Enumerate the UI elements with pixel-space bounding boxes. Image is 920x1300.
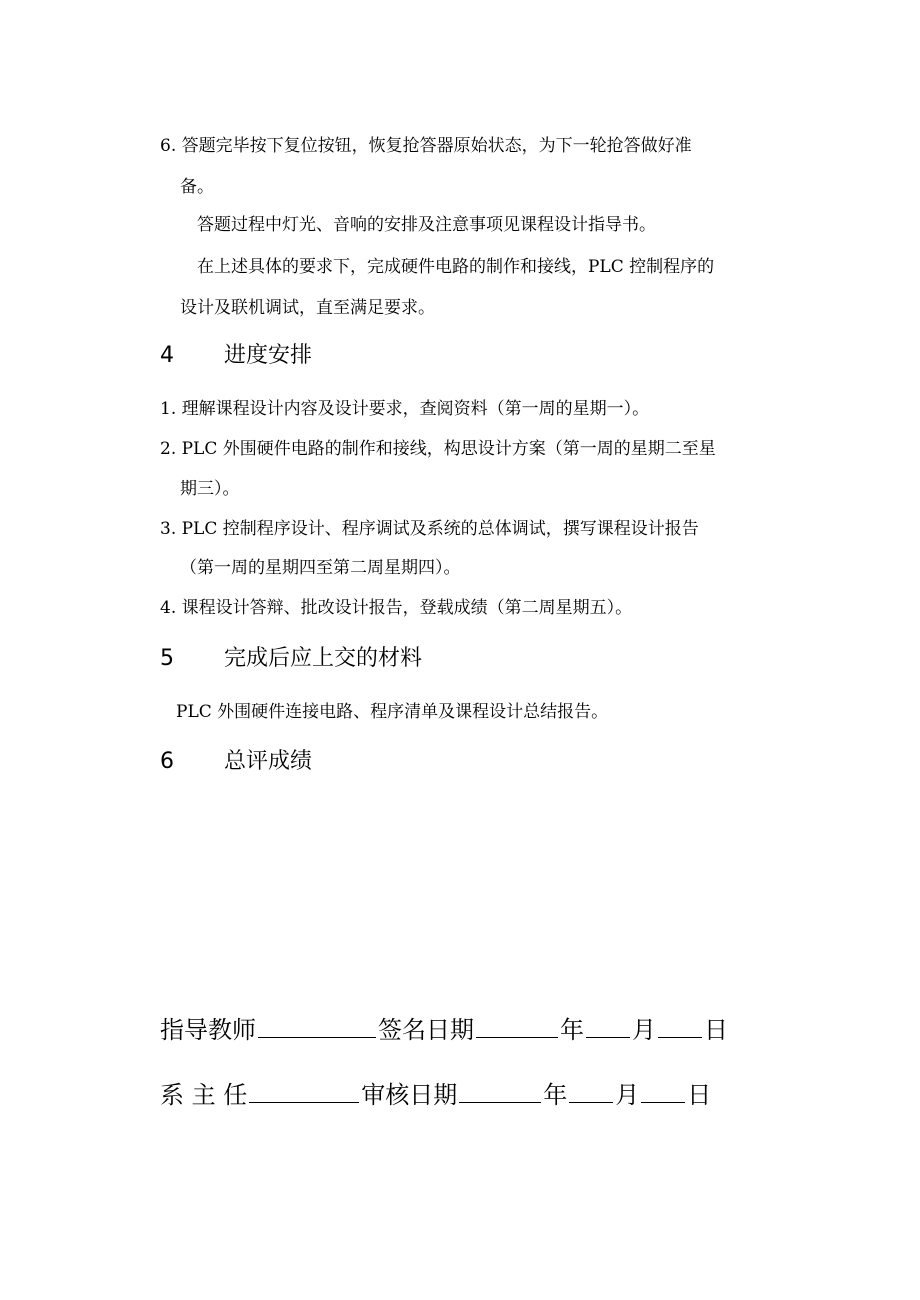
sign-date-label: 签名日期 <box>378 1016 474 1044</box>
review-month-blank[interactable] <box>569 1080 613 1103</box>
instructor-label: 指导教师 <box>160 1016 256 1044</box>
section-heading-deliverables <box>160 644 422 674</box>
schedule-item-1: 1. 理解课程设计内容及设计要求，查阅资料（第一周的星期一）。 <box>160 399 650 419</box>
year-label: 年 <box>560 1016 584 1044</box>
month-label: 月 <box>615 1081 640 1109</box>
schedule-item-2-line2: 期三）。 <box>180 479 240 499</box>
section-number: 5 <box>160 646 174 671</box>
section-title: 完成后应上交的材料 <box>224 646 423 671</box>
schedule-item-3-line1: 3. PLC 控制程序设计、程序调试及系统的总体调试，撰写课程设计报告 <box>160 519 699 539</box>
review-year-blank[interactable] <box>459 1080 541 1103</box>
department-head-label: 系 主 任 <box>160 1081 248 1109</box>
schedule-item-2-line1: 2. PLC 外围硬件电路的制作和接线，构思设计方案（第一周的星期二至星 <box>160 439 716 459</box>
section-title: 进度安排 <box>224 343 313 368</box>
item6-line2: 备。 <box>180 177 214 197</box>
deliverables-text: PLC 外围硬件连接电路、程序清单及课程设计总结报告。 <box>176 702 609 722</box>
sign-month-blank[interactable] <box>586 1015 630 1038</box>
sign-year-blank[interactable] <box>476 1015 558 1038</box>
sign-day-blank[interactable] <box>658 1015 702 1038</box>
section-title: 总评成绩 <box>224 749 313 774</box>
month-label: 月 <box>632 1016 656 1044</box>
instructor-signature-blank[interactable] <box>258 1015 376 1038</box>
item6-line1: 6. 答题完毕按下复位按钮，恢复抢答器原始状态，为下一轮抢答做好准 <box>160 136 692 156</box>
review-day-blank[interactable] <box>641 1080 685 1103</box>
day-label: 日 <box>704 1016 728 1044</box>
schedule-item-4: 4. 课程设计答辩、批改设计报告，登载成绩（第二周星期五）。 <box>160 598 633 618</box>
section-number: 6 <box>160 749 174 774</box>
section-heading-final-grade <box>160 747 312 777</box>
section-number: 4 <box>160 343 174 368</box>
review-date-label: 审核日期 <box>361 1081 458 1109</box>
schedule-item-3-line2: （第一周的星期四至第二周星期四）。 <box>180 558 461 578</box>
paragraph-requirements-line2: 设计及联机调试，直至满足要求。 <box>180 298 435 318</box>
year-label: 年 <box>543 1081 568 1109</box>
paragraph-requirements-line1: 在上述具体的要求下，完成硬件电路的制作和接线，PLC 控制程序的 <box>197 257 715 277</box>
department-head-signature-blank[interactable] <box>249 1080 359 1103</box>
signature-row-instructor <box>160 1013 728 1047</box>
day-label: 日 <box>687 1081 712 1109</box>
signature-row-department-head <box>160 1078 711 1112</box>
paragraph-lighting-notes: 答题过程中灯光、音响的安排及注意事项见课程设计指导书。 <box>197 215 656 235</box>
section-heading-schedule <box>160 341 312 371</box>
